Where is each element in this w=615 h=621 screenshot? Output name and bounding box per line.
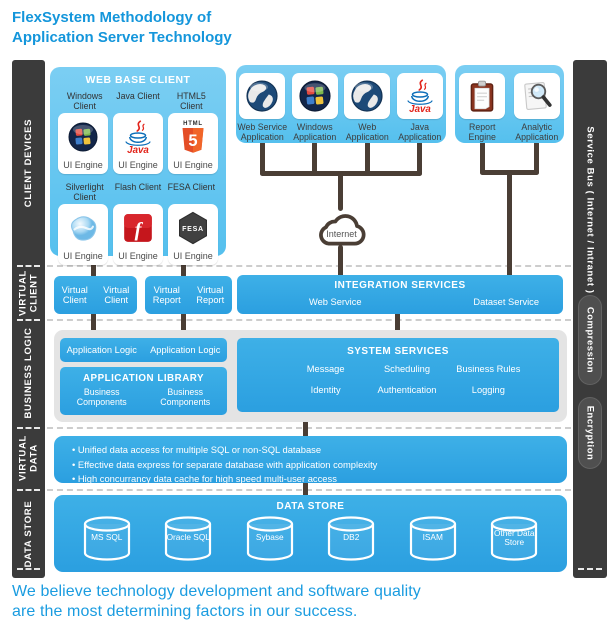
html5-client-tile [168,113,218,174]
ui-engine-label: UI Engine [173,160,213,170]
web-base-client-title: WEB BASE CLIENT [85,74,191,86]
applications-box [236,65,446,143]
integration-services-box [237,275,563,314]
business-components-label: Business Components [160,387,211,407]
windows-client-tile [58,113,108,174]
system-service-item: Identity [310,385,341,395]
layer-separator-2 [47,319,571,321]
application-logic-box [60,338,227,362]
virtual-client-box [54,276,137,314]
web-application [341,73,393,142]
windows-orb-icon [292,73,338,119]
layer-separator-4 [47,489,571,491]
database-cylinder [81,514,133,564]
layer-separator-1 [47,265,571,267]
client-label-row [58,91,218,111]
system-services-title: SYSTEM SERVICES [347,346,449,357]
application-label: Windows Application [293,122,337,142]
client-tile-row [58,204,218,265]
application-logic-label: Application Logic [66,345,137,355]
rail-dash [17,568,40,570]
application-label: Report Engine [468,122,496,142]
web-base-client-box [50,67,226,261]
flash-icon [122,204,154,251]
windows-application [289,73,341,142]
layer-separator-3 [47,427,571,429]
client-label: Silverlight Client [65,182,104,202]
svg-text:Java: Java [408,103,431,115]
application-tile-row [236,73,446,142]
svg-text:f: f [134,218,142,241]
virtual-data-bullet: • Unified data access for multiple SQL or non-SQL database [72,443,567,458]
client-label-row [58,182,218,202]
report-engine [456,73,508,142]
reporting-box [455,65,564,143]
layer-label-virtual-client: VIRTUAL CLIENT [17,269,39,317]
globe-icon [344,73,390,119]
ui-engine-label: UI Engine [118,251,158,261]
footer-tagline [12,582,421,621]
internet-label: Internet [326,229,357,239]
connector [338,171,343,211]
application-library-title: APPLICATION LIBRARY [82,373,205,384]
java-application [394,73,446,142]
database-label: Sybase [255,532,284,542]
database-label: Other Data Store [493,528,535,547]
svg-text:HTML: HTML [183,120,203,127]
system-service-item: Business Rules [456,364,521,374]
svg-text:5: 5 [188,131,198,150]
page-title-line1: FlexSystem Methodology of [12,9,212,26]
java-client-tile [113,113,163,174]
data-store-box [54,495,567,572]
virtual-data-bullet: • Effective data express for separate database with application complexity [72,458,567,473]
service-bus-rail [573,60,607,578]
globe-icon [239,73,285,119]
page-title [12,8,232,48]
silverlight-icon [66,204,100,251]
layer-label-data-store: DATA STORE [22,500,34,568]
left-layer-rail [12,60,45,578]
database-label: ISAM [422,532,443,542]
database-cylinder [325,514,377,564]
virtual-report-label: Virtual Report [196,284,225,305]
application-logic-label: Application Logic [150,345,221,355]
client-label: HTML5 Client [176,91,206,111]
service-bus-label: Service Bus ( Internet / Intranet ) [584,126,596,294]
database-cylinder [162,514,214,564]
rail-dash [578,568,602,570]
silverlight-client-tile [58,204,108,265]
fesa-icon [176,204,210,251]
system-service-item: Scheduling [383,364,430,374]
database-cylinder [244,514,296,564]
footer-line1: We believe technology development and software quality [12,583,421,600]
svg-text:Java: Java [127,144,149,155]
fesa-client-tile [168,204,218,265]
rail-dash [17,489,40,491]
virtual-report-box [145,276,232,314]
ui-engine-label: UI Engine [173,251,213,261]
virtual-data-box [54,436,567,483]
business-components-row [60,387,227,407]
business-components-label: Business Components [76,387,127,407]
magnifier-document-icon [514,73,560,119]
html5-icon [178,113,208,160]
compression-badge: Compression [578,295,602,385]
database-row [54,514,567,564]
reporting-tile-row [455,73,564,142]
database-cylinder [407,514,459,564]
dataset-service-label: Dataset Service [473,297,539,307]
encryption-badge: Encryption [578,397,602,469]
client-label: FESA Client [167,182,216,192]
database-cylinder [488,514,540,564]
flash-client-tile [113,204,163,265]
system-services-box [237,338,559,412]
application-label: Analytic Application [515,122,559,142]
client-tile-row [58,113,218,174]
application-label: Web Application [345,122,389,142]
layer-label-virtual-data: VIRTUAL DATA [17,434,39,482]
web-service-label: Web Service [309,297,362,307]
connector [507,170,512,280]
data-store-title: DATA STORE [276,501,345,512]
svg-text:FESA: FESA [182,224,204,233]
clipboard-icon [459,73,505,119]
application-label: Web Service Application [237,122,288,142]
web-service-application [236,73,288,142]
integration-services-title: INTEGRATION SERVICES [334,280,466,291]
layer-label-client-devices: CLIENT DEVICES [22,118,34,208]
page-title-line2: Application Server Technology [12,29,232,46]
virtual-data-bullet-list [72,443,567,487]
client-label: Java Client [116,91,160,101]
application-library-box [60,367,227,415]
ui-engine-label: UI Engine [63,160,103,170]
ui-engine-label: UI Engine [63,251,103,261]
java-icon [123,113,153,160]
virtual-client-label: Virtual Client [103,284,130,305]
layer-label-business-logic: BUSINESS LOGIC [22,327,34,419]
java-icon [397,73,443,119]
rail-dash [17,427,40,429]
ui-engine-label: UI Engine [118,160,158,170]
virtual-client-label: Virtual Client [61,284,88,305]
database-label: DB2 [343,532,360,542]
client-label: Flash Client [114,182,162,192]
rail-dash [17,319,40,321]
database-label: Oracle SQL [166,532,210,542]
virtual-report-label: Virtual Report [152,284,181,305]
system-services-grid [237,364,559,395]
system-service-item: Authentication [377,385,437,395]
application-label: Java Application [398,122,442,142]
virtual-data-bullet: • High concurrancy data cache for high speed multi-user access [72,472,567,487]
analytic-application [511,73,563,142]
system-service-item: Logging [471,385,505,395]
client-label: Windows Client [66,91,103,111]
internet-cloud [312,207,371,252]
system-service-item: Message [306,364,345,374]
footer-line2: are the most determining factors in our success. [12,603,358,620]
database-label: MS SQL [91,532,123,542]
windows-orb-icon [67,113,99,160]
rail-dash [17,265,40,267]
